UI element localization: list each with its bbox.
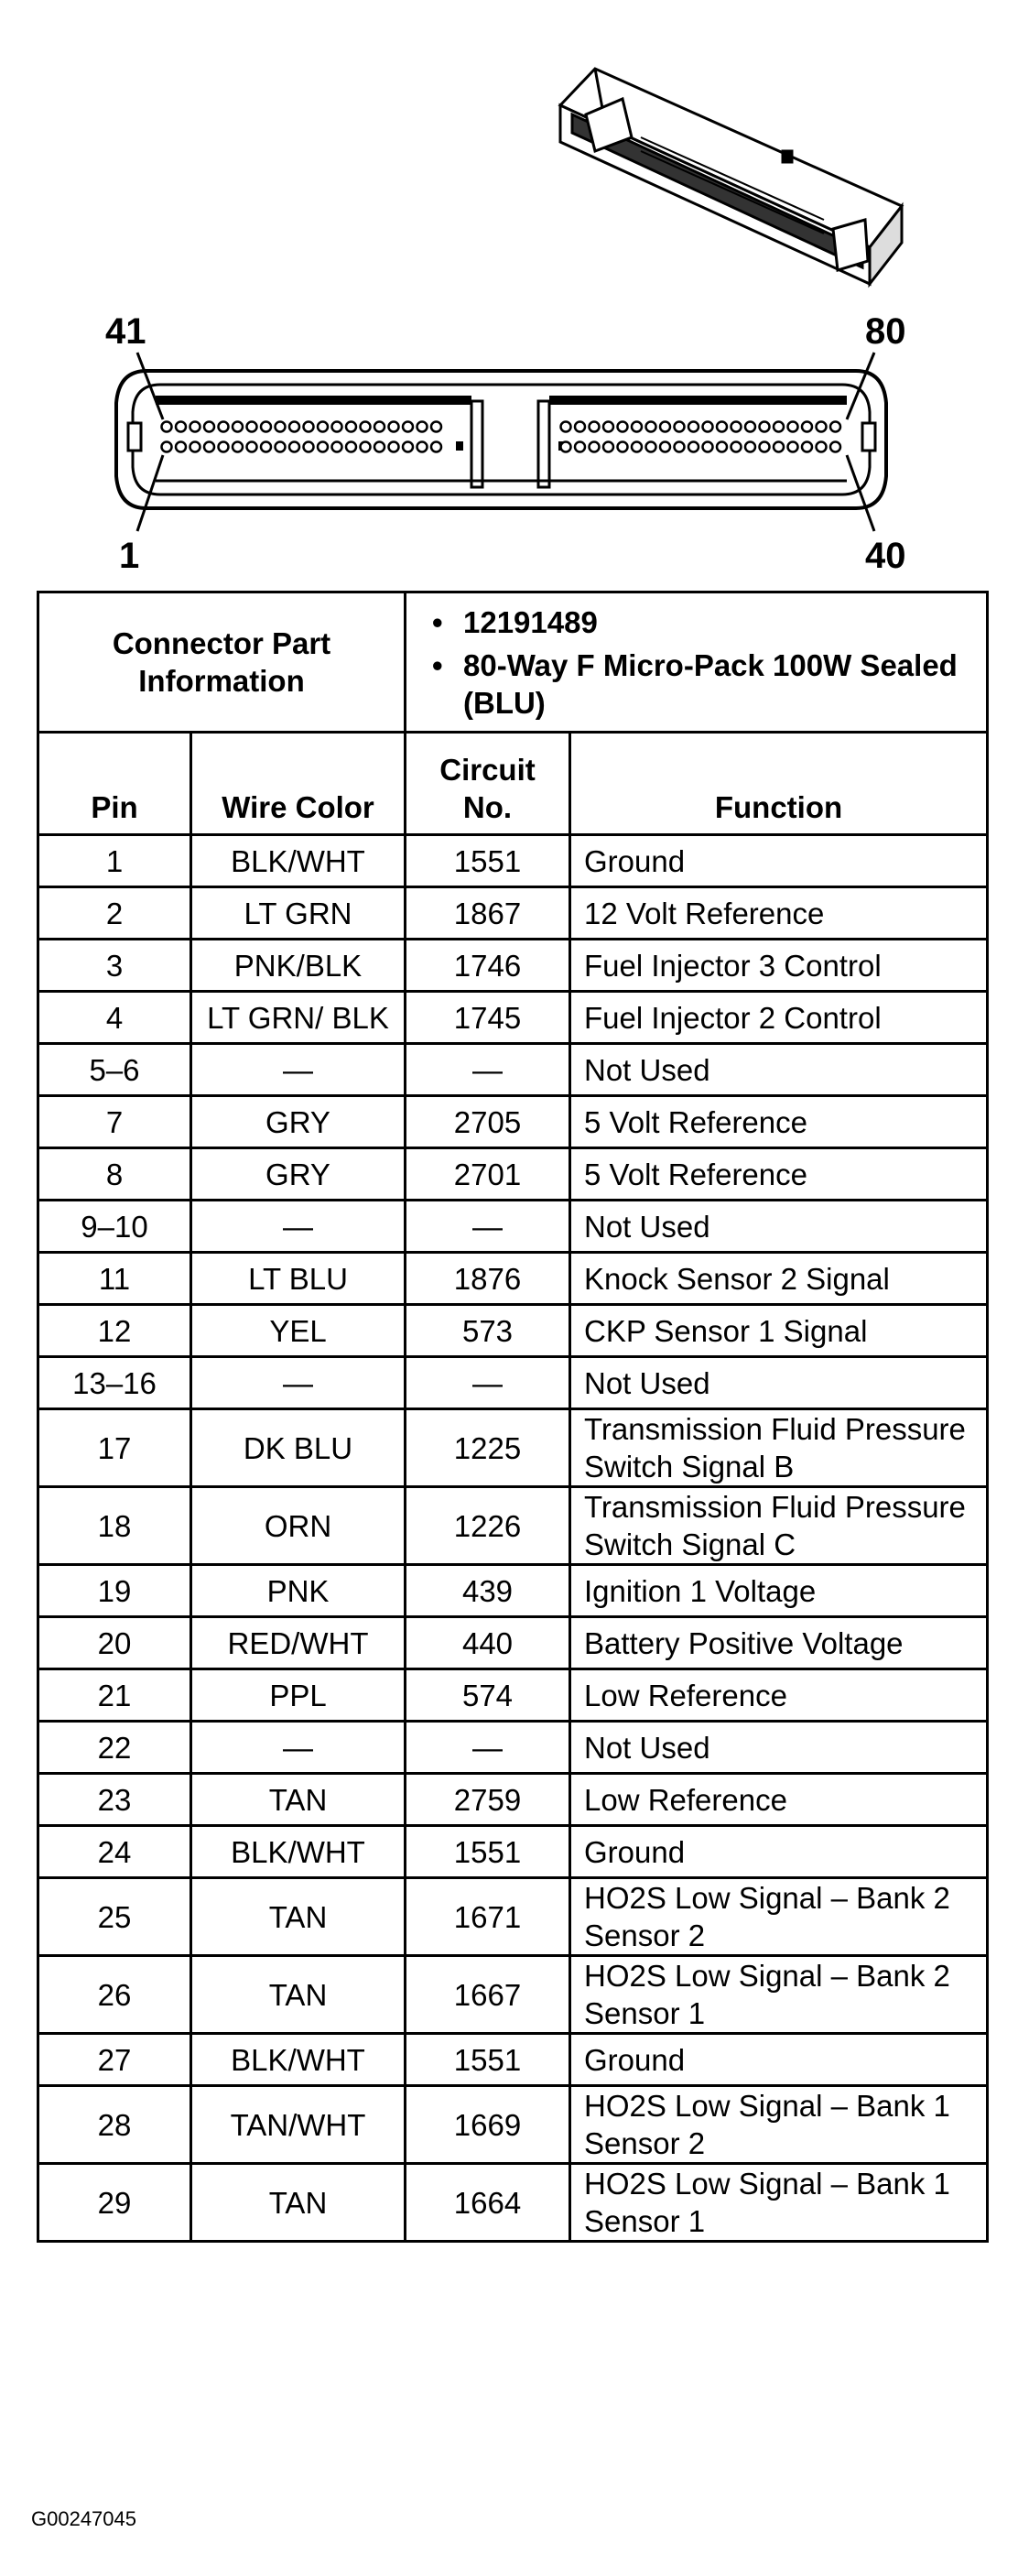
table-row xyxy=(38,1253,988,1305)
pin-label-80: 80 xyxy=(865,311,906,352)
pin-hole xyxy=(632,442,642,452)
pin-cell: 13–16 xyxy=(38,1357,191,1409)
pin-hole xyxy=(717,422,727,432)
circuit-cell: 1876 xyxy=(406,1253,570,1305)
figure-id: G00247045 xyxy=(31,2507,136,2530)
table-row xyxy=(38,992,988,1044)
pin-hole xyxy=(603,442,613,452)
table-row xyxy=(38,1148,988,1201)
circuit-cell: 574 xyxy=(406,1669,570,1722)
pin-hole xyxy=(374,442,384,452)
pin-hole xyxy=(318,442,328,452)
table-row xyxy=(38,1201,988,1253)
pin-hole xyxy=(618,442,628,452)
pin-hole xyxy=(717,442,727,452)
pin-hole xyxy=(361,442,371,452)
table-row xyxy=(38,1774,988,1826)
connector-info-list xyxy=(416,603,977,722)
pin-cell: 12 xyxy=(38,1305,191,1357)
table-row xyxy=(38,1305,988,1357)
wire-color-cell: PNK xyxy=(191,1565,406,1617)
function-cell: 5 Volt Reference xyxy=(570,1096,988,1148)
circuit-cell: 1226 xyxy=(406,1487,570,1565)
pin-hole xyxy=(646,422,656,432)
pin-hole xyxy=(389,442,399,452)
pin-hole xyxy=(675,422,685,432)
pin-hole xyxy=(219,422,229,432)
pin-hole xyxy=(190,442,200,452)
table-row xyxy=(38,1826,988,1878)
table-row xyxy=(38,1409,988,1487)
function-cell: Not Used xyxy=(570,1044,988,1096)
pin-hole xyxy=(561,442,571,452)
table-row xyxy=(38,887,988,940)
function-cell: Not Used xyxy=(570,1201,988,1253)
function-cell: Knock Sensor 2 Signal xyxy=(570,1253,988,1305)
pin-cell: 19 xyxy=(38,1565,191,1617)
pin-cell: 7 xyxy=(38,1096,191,1148)
function-cell: Low Reference xyxy=(570,1774,988,1826)
function-cell: Not Used xyxy=(570,1357,988,1409)
wire-color-cell: YEL xyxy=(191,1305,406,1357)
function-cell: 12 Volt Reference xyxy=(570,887,988,940)
wire-color-cell: LT BLU xyxy=(191,1253,406,1305)
pin-hole xyxy=(361,422,371,432)
pin-cell: 22 xyxy=(38,1722,191,1774)
pin-hole xyxy=(332,442,342,452)
pin-hole xyxy=(247,422,257,432)
connector-3d-view xyxy=(560,69,902,284)
pin-hole xyxy=(233,442,243,452)
connector-part-number: • 12191489 xyxy=(432,603,977,641)
pin-hole xyxy=(431,422,441,432)
pin-hole xyxy=(646,442,656,452)
function-cell: Low Reference xyxy=(570,1669,988,1722)
column-header-wire-color: Wire Color xyxy=(191,733,406,835)
wire-color-cell: — xyxy=(191,1722,406,1774)
circuit-cell: 1667 xyxy=(406,1956,570,2034)
wire-color-cell: BLK/WHT xyxy=(191,1826,406,1878)
pin-label-41: 41 xyxy=(105,311,146,352)
function-cell: Transmission Fluid Pressure Switch Signal B xyxy=(570,1409,988,1487)
pin-hole xyxy=(788,422,798,432)
circuit-cell: 2701 xyxy=(406,1148,570,1201)
table-row xyxy=(38,1669,988,1722)
table-row xyxy=(38,2034,988,2086)
pin-hole xyxy=(575,422,585,432)
pin-hole xyxy=(745,422,755,432)
table-row xyxy=(38,2086,988,2164)
pin-hole xyxy=(346,422,356,432)
pin-hole xyxy=(774,422,784,432)
circuit-cell: 439 xyxy=(406,1565,570,1617)
circuit-cell: 1551 xyxy=(406,2034,570,2086)
circuit-cell: 1551 xyxy=(406,835,570,887)
pin-cell: 26 xyxy=(38,1956,191,2034)
connector-description: • 80-Way F Micro-Pack 100W Sealed (BLU) xyxy=(432,647,977,722)
wire-color-cell: — xyxy=(191,1044,406,1096)
pin-hole xyxy=(675,442,685,452)
pin-hole xyxy=(575,442,585,452)
function-cell: CKP Sensor 1 Signal xyxy=(570,1305,988,1357)
pin-hole xyxy=(162,442,172,452)
pin-hole xyxy=(660,442,670,452)
table-row xyxy=(38,835,988,887)
pinout-table xyxy=(37,591,989,2243)
function-cell: Not Used xyxy=(570,1722,988,1774)
function-cell: Fuel Injector 2 Control xyxy=(570,992,988,1044)
pin-hole xyxy=(204,422,214,432)
table-row xyxy=(38,2164,988,2242)
table-row xyxy=(38,1357,988,1409)
wire-color-cell: DK BLU xyxy=(191,1409,406,1487)
pin-hole xyxy=(703,442,713,452)
function-cell: HO2S Low Signal – Bank 2 Sensor 2 xyxy=(570,1878,988,1956)
table-row xyxy=(38,1487,988,1565)
circuit-cell: 573 xyxy=(406,1305,570,1357)
pin-hole xyxy=(688,422,699,432)
pin-cell: 5–6 xyxy=(38,1044,191,1096)
pin-hole xyxy=(233,422,243,432)
wire-color-cell: PNK/BLK xyxy=(191,940,406,992)
wire-color-cell: RED/WHT xyxy=(191,1617,406,1669)
circuit-cell: 1671 xyxy=(406,1878,570,1956)
pin-cell: 24 xyxy=(38,1826,191,1878)
wire-color-cell: TAN xyxy=(191,1956,406,2034)
pin-hole xyxy=(802,442,812,452)
pin-cell: 4 xyxy=(38,992,191,1044)
function-cell: 5 Volt Reference xyxy=(570,1148,988,1201)
pin-hole xyxy=(802,422,812,432)
pin-hole xyxy=(219,442,229,452)
pin-hole xyxy=(817,442,827,452)
wire-color-cell: PPL xyxy=(191,1669,406,1722)
column-header-circuit: Circuit No. xyxy=(406,733,570,835)
pin-cell: 18 xyxy=(38,1487,191,1565)
function-cell: Ground xyxy=(570,2034,988,2086)
pin-hole xyxy=(176,422,186,432)
pin-hole xyxy=(703,422,713,432)
pin-hole xyxy=(289,422,299,432)
pin-hole xyxy=(374,422,384,432)
function-cell: HO2S Low Signal – Bank 1 Sensor 2 xyxy=(570,2086,988,2164)
function-cell: Battery Positive Voltage xyxy=(570,1617,988,1669)
pin-cell: 28 xyxy=(38,2086,191,2164)
wire-color-cell: — xyxy=(191,1357,406,1409)
wire-color-cell: BLK/WHT xyxy=(191,835,406,887)
connector-info-row xyxy=(38,592,988,733)
circuit-cell: 1867 xyxy=(406,887,570,940)
pin-cell: 21 xyxy=(38,1669,191,1722)
table-row xyxy=(38,1617,988,1669)
pin-hole xyxy=(190,422,200,432)
pin-hole xyxy=(162,422,172,432)
wire-color-cell: BLK/WHT xyxy=(191,2034,406,2086)
pin-hole xyxy=(304,442,314,452)
table-row xyxy=(38,1878,988,1956)
pin-hole xyxy=(817,422,827,432)
circuit-cell: — xyxy=(406,1722,570,1774)
table-row xyxy=(38,1722,988,1774)
circuit-cell: — xyxy=(406,1044,570,1096)
pin-cell: 1 xyxy=(38,835,191,887)
pin-hole xyxy=(389,422,399,432)
function-cell: Fuel Injector 3 Control xyxy=(570,940,988,992)
column-header-pin: Pin xyxy=(38,733,191,835)
pin-hole xyxy=(774,442,784,452)
pin-hole xyxy=(745,442,755,452)
circuit-cell: 1746 xyxy=(406,940,570,992)
pin-hole xyxy=(346,442,356,452)
pin-cell: 8 xyxy=(38,1148,191,1201)
pin-cell: 23 xyxy=(38,1774,191,1826)
function-cell: Transmission Fluid Pressure Switch Signal C xyxy=(570,1487,988,1565)
column-header-function: Function xyxy=(570,733,988,835)
pin-hole xyxy=(403,442,413,452)
pin-hole xyxy=(289,442,299,452)
pin-hole xyxy=(332,422,342,432)
pin-cell: 11 xyxy=(38,1253,191,1305)
pin-cell: 9–10 xyxy=(38,1201,191,1253)
circuit-cell: 1745 xyxy=(406,992,570,1044)
connector-illustration xyxy=(0,0,1018,586)
circuit-cell: 2705 xyxy=(406,1096,570,1148)
pin-hole xyxy=(590,422,600,432)
pin-hole xyxy=(431,442,441,452)
connector-front-view xyxy=(116,371,886,508)
pin-cell: 3 xyxy=(38,940,191,992)
pin-hole xyxy=(318,422,328,432)
pin-hole xyxy=(632,422,642,432)
pin-cell: 17 xyxy=(38,1409,191,1487)
pin-hole xyxy=(731,442,742,452)
pin-hole xyxy=(688,442,699,452)
circuit-cell: 1225 xyxy=(406,1409,570,1487)
table-row xyxy=(38,1565,988,1617)
pin-hole xyxy=(276,422,286,432)
pin-hole xyxy=(590,442,600,452)
connector-info-label: Connector Part Information xyxy=(38,592,406,733)
function-cell: Ignition 1 Voltage xyxy=(570,1565,988,1617)
pin-hole xyxy=(304,422,314,432)
table-row xyxy=(38,940,988,992)
pin-hole xyxy=(830,442,840,452)
pin-hole xyxy=(261,422,271,432)
table-row xyxy=(38,1096,988,1148)
wire-color-cell: LT GRN/ BLK xyxy=(191,992,406,1044)
wire-color-cell: — xyxy=(191,1201,406,1253)
wire-color-cell: TAN xyxy=(191,2164,406,2242)
pin-hole xyxy=(660,422,670,432)
circuit-cell: — xyxy=(406,1357,570,1409)
pin-hole xyxy=(760,422,770,432)
pin-label-1: 1 xyxy=(119,536,140,576)
circuit-cell: 440 xyxy=(406,1617,570,1669)
circuit-cell: 1551 xyxy=(406,1826,570,1878)
pin-hole xyxy=(561,422,571,432)
pin-hole xyxy=(276,442,286,452)
pin-cell: 25 xyxy=(38,1878,191,1956)
pin-hole xyxy=(417,442,428,452)
pin-hole xyxy=(618,422,628,432)
wire-color-cell: TAN xyxy=(191,1878,406,1956)
pin-hole xyxy=(247,442,257,452)
pin-hole xyxy=(830,422,840,432)
circuit-cell: 1669 xyxy=(406,2086,570,2164)
pin-label-40: 40 xyxy=(865,536,906,576)
function-cell: HO2S Low Signal – Bank 1 Sensor 1 xyxy=(570,2164,988,2242)
circuit-cell: 1664 xyxy=(406,2164,570,2242)
pin-cell: 29 xyxy=(38,2164,191,2242)
pin-hole xyxy=(788,442,798,452)
pin-hole xyxy=(261,442,271,452)
pin-hole xyxy=(731,422,742,432)
wire-color-cell: TAN xyxy=(191,1774,406,1826)
pin-hole xyxy=(417,422,428,432)
function-cell: Ground xyxy=(570,1826,988,1878)
wire-color-cell: TAN/WHT xyxy=(191,2086,406,2164)
pin-hole xyxy=(204,442,214,452)
wire-color-cell: LT GRN xyxy=(191,887,406,940)
pin-hole xyxy=(760,442,770,452)
connector-info-details xyxy=(406,592,988,733)
function-cell: HO2S Low Signal – Bank 2 Sensor 1 xyxy=(570,1956,988,2034)
circuit-cell: 2759 xyxy=(406,1774,570,1826)
pin-cell: 20 xyxy=(38,1617,191,1669)
table-row xyxy=(38,1044,988,1096)
pin-hole xyxy=(403,422,413,432)
table-row xyxy=(38,1956,988,2034)
wire-color-cell: GRY xyxy=(191,1096,406,1148)
pin-holes xyxy=(162,422,841,452)
pin-hole xyxy=(176,442,186,452)
column-header-row xyxy=(38,733,988,835)
wire-color-cell: ORN xyxy=(191,1487,406,1565)
function-cell: Ground xyxy=(570,835,988,887)
pin-hole xyxy=(603,422,613,432)
pin-cell: 27 xyxy=(38,2034,191,2086)
wire-color-cell: GRY xyxy=(191,1148,406,1201)
pin-cell: 2 xyxy=(38,887,191,940)
circuit-cell: — xyxy=(406,1201,570,1253)
